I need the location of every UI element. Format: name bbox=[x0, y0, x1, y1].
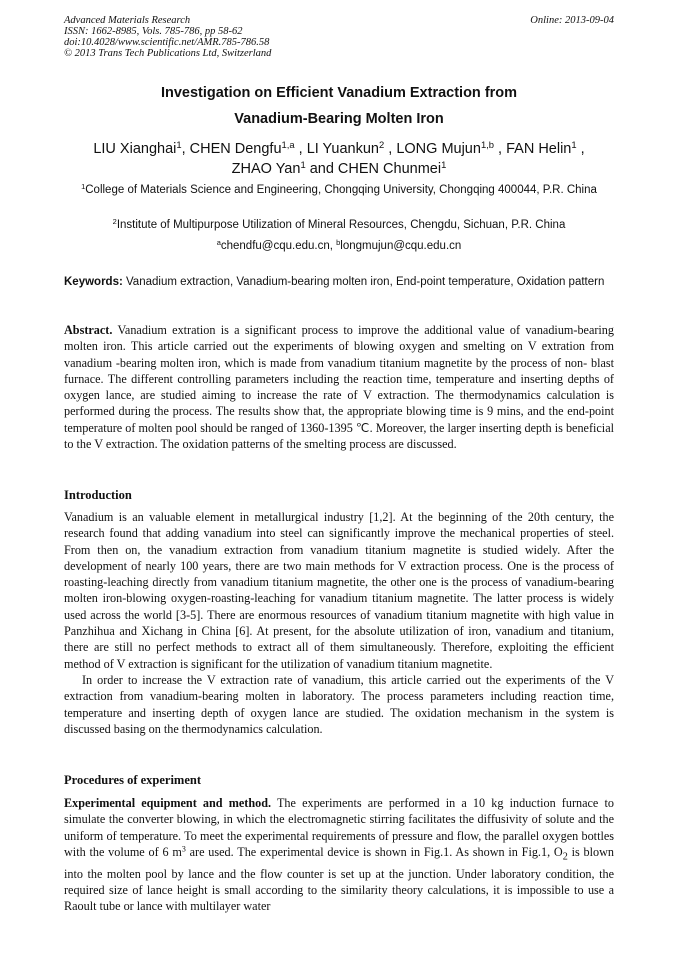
email-line bbox=[64, 239, 614, 254]
doi-line: doi:10.4028/www.scientific.net/AMR.785-786.58 bbox=[64, 37, 270, 48]
introduction-body bbox=[64, 509, 614, 737]
affil-mark: 2 bbox=[112, 216, 117, 226]
abstract-block bbox=[64, 322, 614, 452]
author-name: , LI Yuankun bbox=[294, 141, 379, 157]
author-list bbox=[64, 139, 614, 179]
author-name: , FAN Helin bbox=[494, 141, 572, 157]
superscript: 3 bbox=[181, 844, 186, 854]
author-name: , LONG Mujun bbox=[384, 141, 481, 157]
author-affil-mark: 1 bbox=[571, 138, 577, 150]
procedures-text: are used. The experimental device is shown in Fig.1. As shown in Fig.1, O bbox=[185, 844, 563, 859]
email-mark: b bbox=[336, 237, 341, 247]
subscript: 2 bbox=[562, 851, 568, 863]
subsection-runin-heading: Experimental equipment and method. bbox=[64, 796, 272, 810]
copyright-line: © 2013 Trans Tech Publications Ltd, Switzerland bbox=[64, 48, 272, 59]
author-affil-mark: 1,a bbox=[281, 138, 295, 150]
title-line-2: Vanadium-Bearing Molten Iron bbox=[234, 111, 444, 127]
affiliation-2 bbox=[64, 218, 614, 233]
procedures-body bbox=[64, 795, 614, 915]
procedures-text: is blown into the molten pool by lance and the flow counter is set up at the junction. Under laboratory condition, the required size of lance height is small according to the similarity theory calculations, it is impossible to use a Raoult tube or lance with multilayer water bbox=[64, 844, 614, 914]
affiliation-1 bbox=[64, 183, 614, 198]
section-heading-introduction: Introduction bbox=[64, 488, 132, 502]
keywords-block bbox=[64, 275, 614, 290]
author-name: LIU Xianghai bbox=[93, 141, 177, 157]
intro-paragraph-1: Vanadium is an valuable element in metallurgical industry [1,2]. At the beginning of the 20th century, the research found that adding vanadium into steel can significantly improve the mechanical properties of steel. From then on, the vanadium extraction from vanadium titanium magnetite is studied widely. After the development of nearly 100 years, there are two main methods for V extraction process. One is the process of roasting-leaching directly from vanadium titanium magnetite, the other one is the process of vanadium-bearing molten iron-blowing oxygen-roasting-leaching for vanadium titanium magnetite. The latter process is widely used across the world [3-5]. There are enormous resources of vanadium titanium magnetite with high value in Panzhihua and Xichang in China [6]. At present, for the absolute utilization of iron, vanadium and titanium, there are still no perfect methods to extract all of them simultaneously. Therefore, exploiting the efficient method of V extraction is significant for the utilization of vanadium titanium magnetite. bbox=[64, 510, 614, 671]
issn-line: ISSN: 1662-8985, Vols. 785-786, pp 58-62 bbox=[64, 26, 243, 37]
author-affil-mark: 2 bbox=[379, 138, 385, 150]
abstract-text: Vanadium extration is a significant process to improve the additional value of vanadium-bearing molten iron. This article carried out the experiments of blowing oxygen and smelting on V extration from vanadium -bearing molten iron, which is made from vanadium titanium magnetite by the process of non- blast furnace. The different controlling parameters including the reaction time, temperature and inserting depths of oxygen lance, are studied aiming to increase the rate of V extraction. The thermodynamics calculation is performed during the process. The results show that, the appropriate blowing time is 9 mins, and the end-point temperature of molten pool should be ranged of 1360-1395 ℃. Moreover, the larger inserting depth is beneficial to the V extraction. The oxidation patterns of the smelting process are discussed. bbox=[64, 323, 614, 452]
author-name: ZHAO Yan bbox=[231, 161, 301, 177]
abstract-label: Abstract. bbox=[64, 323, 113, 337]
author-affil-mark: 1 bbox=[300, 158, 306, 170]
author-separator: , bbox=[576, 141, 585, 157]
title-line-1: Investigation on Efficient Vanadium Extraction from bbox=[160, 85, 518, 101]
keywords-text: Vanadium extraction, Vanadium-bearing molten iron, End-point temperature, Oxidation pattern bbox=[122, 276, 605, 288]
affil-mark: 1 bbox=[81, 181, 86, 191]
keywords-label: Keywords: bbox=[64, 276, 123, 288]
paper-title bbox=[64, 80, 614, 132]
journal-header bbox=[64, 15, 271, 59]
author-affil-mark: 1 bbox=[176, 138, 182, 150]
email-link-b[interactable]: longmujun@cqu.edu.cn bbox=[340, 240, 462, 252]
author-affil-mark: 1,b bbox=[480, 138, 495, 150]
author-name: , CHEN Dengfu bbox=[181, 141, 282, 157]
section-heading-procedures: Procedures of experiment bbox=[64, 773, 201, 787]
affil-text: Institute of Multipurpose Utilization of Mineral Resources, Chengdu, Sichuan, P.R. China bbox=[116, 219, 566, 231]
procedures-text: The experiments are performed in a 10 kg induction furnace to simulate the converter blowing, in which the electromagnetic stirring facilitates the diffusivity of solute and the uniform of temperature. To meet the experimental requirements of pressure and flow, the parallel oxygen bottles with the volume of 6 m bbox=[64, 796, 614, 859]
affil-text: College of Materials Science and Engineering, Chongqing University, Chongqing 400044, P.R. China bbox=[85, 184, 597, 196]
journal-name: Advanced Materials Research bbox=[64, 15, 191, 26]
intro-paragraph-2: In order to increase the V extraction rate of vanadium, this article carried out the experiments of the V extraction from vanadium-bearing molten in laboratory. The process parameters including reaction time, temperature and inserting depth of oxygen lance are studied. The oxidation mechanism in the system is discussed basing on the thermodynamics calculation. bbox=[64, 672, 614, 736]
online-date: Online: 2013-09-04 bbox=[530, 15, 614, 26]
author-name: and CHEN Chunmei bbox=[305, 161, 442, 177]
author-affil-mark: 1 bbox=[441, 158, 447, 170]
email-mark: a bbox=[216, 237, 221, 247]
email-link-a[interactable]: chendfu@cqu.edu.cn, bbox=[220, 240, 337, 252]
